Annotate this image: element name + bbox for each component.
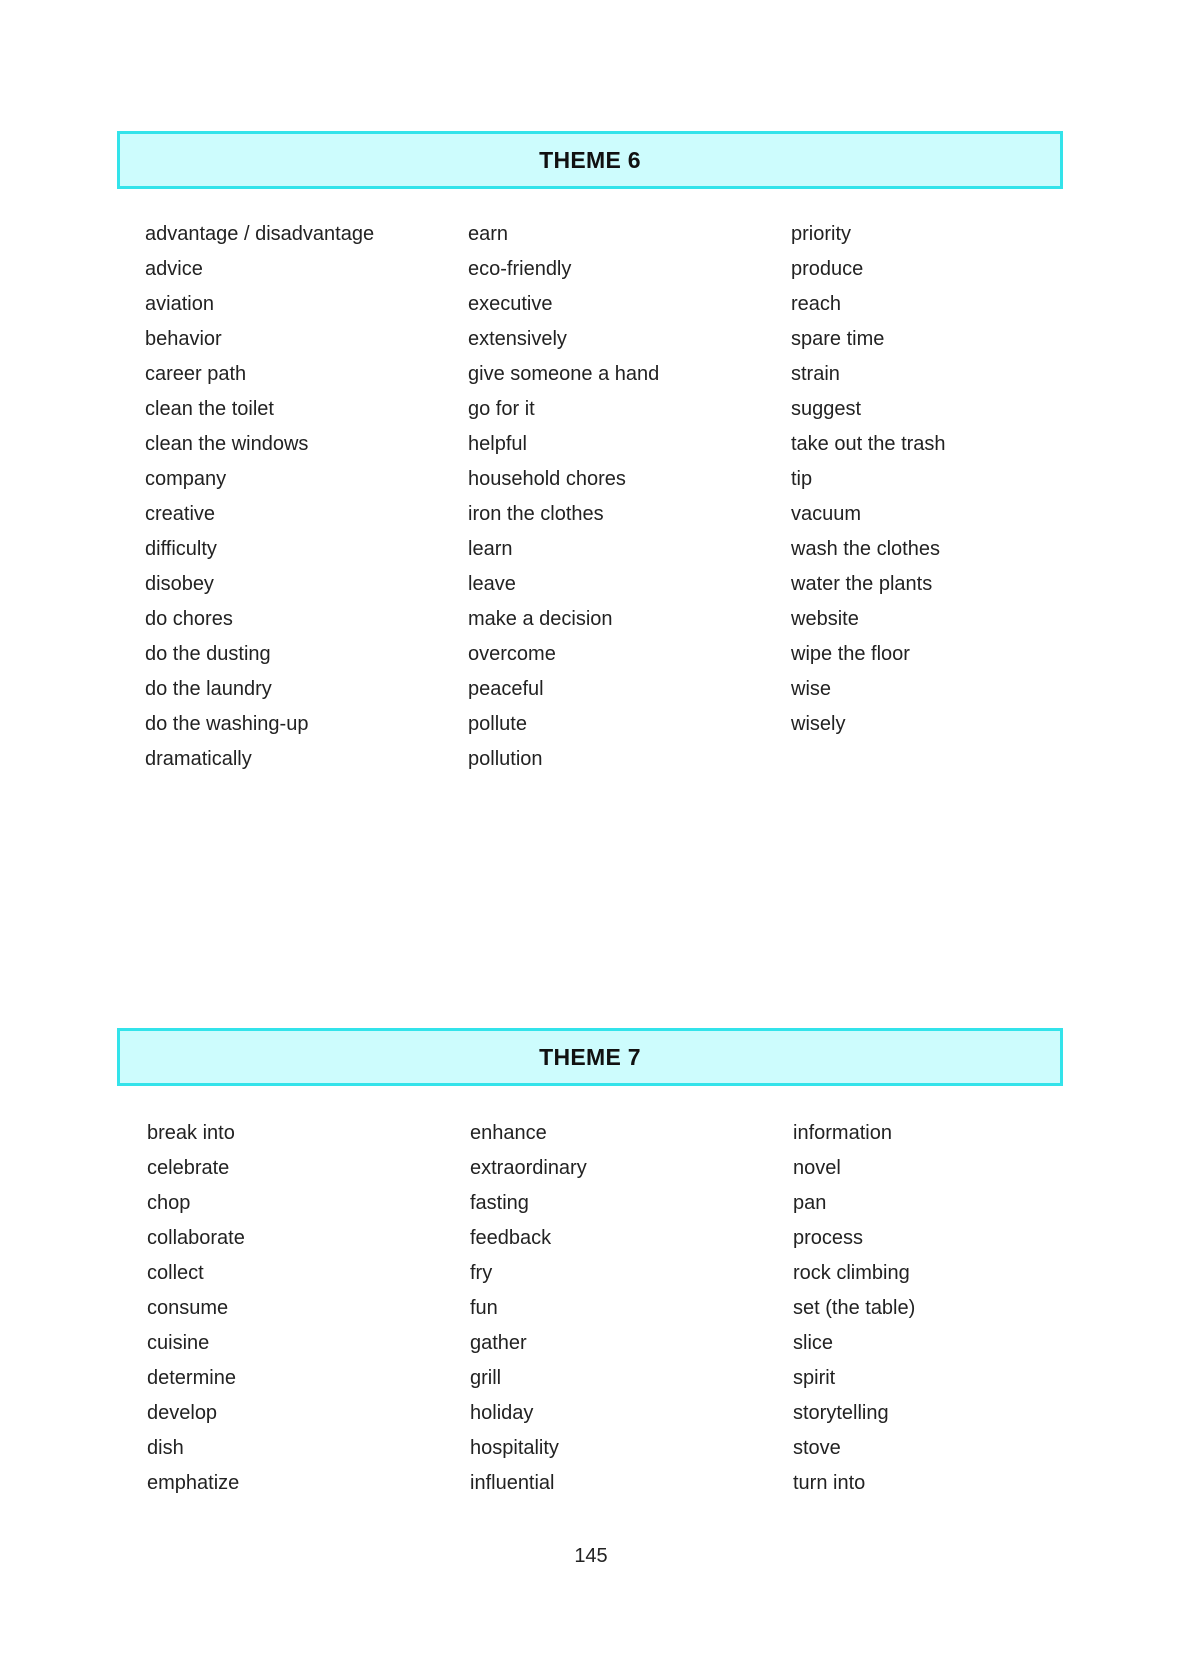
page-number: 145 [574, 1545, 608, 1567]
vocab-word: hospitality [470, 1437, 559, 1459]
theme-7-word-list [147, 1121, 1116, 1506]
vocab-word: company [145, 468, 227, 490]
vocab-word: helpful [468, 433, 527, 455]
vocab-word: aviation [145, 293, 214, 315]
vocab-word: leave [468, 573, 516, 595]
vocab-word: rock climbing [793, 1262, 910, 1284]
vocab-word: suggest [791, 398, 862, 420]
vocab-word: spirit [793, 1367, 836, 1389]
vocab-word: water the plants [791, 573, 933, 595]
theme-7-column-2 [470, 1121, 793, 1506]
vocab-word: determine [147, 1367, 236, 1389]
vocab-word: set (the table) [793, 1297, 916, 1319]
vocab-word: develop [147, 1402, 218, 1424]
vocab-word: wise [791, 678, 832, 700]
theme-7-title: THEME 7 [539, 1043, 641, 1070]
vocab-word: storytelling [793, 1402, 889, 1424]
vocab-word: pollute [468, 713, 527, 735]
vocab-word: strain [791, 363, 840, 385]
vocab-word: turn into [793, 1472, 866, 1494]
vocab-word: celebrate [147, 1157, 230, 1179]
vocab-word: advantage / disadvantage [145, 223, 375, 245]
vocab-word: collect [147, 1262, 204, 1284]
vocab-word: advice [145, 258, 203, 280]
vocab-word: fun [470, 1297, 498, 1319]
theme-6-column-3 [791, 222, 1114, 782]
vocab-word: do chores [145, 608, 233, 630]
vocab-word: make a decision [468, 608, 613, 630]
vocab-word: iron the clothes [468, 503, 604, 525]
vocab-word: website [791, 608, 859, 630]
vocab-word: holiday [470, 1402, 534, 1424]
vocab-word: household chores [468, 468, 626, 490]
vocab-word: pan [793, 1192, 827, 1214]
vocab-word: learn [468, 538, 513, 560]
vocab-word: difficulty [145, 538, 217, 560]
vocab-word: chop [147, 1192, 191, 1214]
vocab-word: pollution [468, 748, 543, 770]
theme-7-column-3 [793, 1121, 1116, 1506]
vocab-word: extraordinary [470, 1157, 587, 1179]
vocab-word: novel [793, 1157, 841, 1179]
vocab-word: career path [145, 363, 247, 385]
vocab-word: wipe the floor [791, 643, 910, 665]
vocab-word: extensively [468, 328, 567, 350]
vocab-word: feedback [470, 1227, 552, 1249]
vocab-word: emphatize [147, 1472, 240, 1494]
vocab-word: information [793, 1122, 892, 1144]
vocab-word: executive [468, 293, 553, 315]
vocab-word: clean the toilet [145, 398, 274, 420]
vocab-word: priority [791, 223, 852, 245]
theme-6-title: THEME 6 [539, 146, 641, 173]
vocab-word: wash the clothes [791, 538, 940, 560]
vocab-word: stove [793, 1437, 841, 1459]
vocab-word: produce [791, 258, 864, 280]
vocab-word: enhance [470, 1122, 547, 1144]
vocab-word: eco-friendly [468, 258, 572, 280]
theme-6-word-list [145, 222, 1114, 782]
vocab-word: disobey [145, 573, 214, 595]
vocab-word: slice [793, 1332, 834, 1354]
vocab-word: give someone a hand [468, 363, 660, 385]
vocab-word: fasting [470, 1192, 529, 1214]
vocab-word: do the washing-up [145, 713, 309, 735]
vocab-word: tip [791, 468, 813, 490]
vocab-word: influential [470, 1472, 555, 1494]
vocab-word: wisely [791, 713, 846, 735]
theme-7-header [117, 1028, 1063, 1086]
vocab-word: earn [468, 223, 509, 245]
vocab-word: gather [470, 1332, 527, 1354]
vocab-word: overcome [468, 643, 556, 665]
vocab-word: consume [147, 1297, 229, 1319]
vocab-word: spare time [791, 328, 885, 350]
vocab-word: go for it [468, 398, 535, 420]
vocab-word: dramatically [145, 748, 252, 770]
vocab-word: fry [470, 1262, 493, 1284]
theme-7-column-1 [147, 1121, 470, 1506]
vocab-word: do the dusting [145, 643, 271, 665]
vocab-word: break into [147, 1122, 235, 1144]
vocab-word: cuisine [147, 1332, 210, 1354]
vocab-word: clean the windows [145, 433, 309, 455]
vocab-word: grill [470, 1367, 502, 1389]
theme-6-header [117, 131, 1063, 189]
theme-6-column-1 [145, 222, 468, 782]
vocab-word: creative [145, 503, 216, 525]
vocab-word: vacuum [791, 503, 862, 525]
vocab-word: behavior [145, 328, 222, 350]
vocab-word: reach [791, 293, 842, 315]
vocab-word: peaceful [468, 678, 544, 700]
vocab-word: collaborate [147, 1227, 245, 1249]
vocab-word: dish [147, 1437, 184, 1459]
vocab-word: process [793, 1227, 864, 1249]
vocab-word: take out the trash [791, 433, 946, 455]
vocab-word: do the laundry [145, 678, 272, 700]
theme-6-column-2 [468, 222, 791, 782]
